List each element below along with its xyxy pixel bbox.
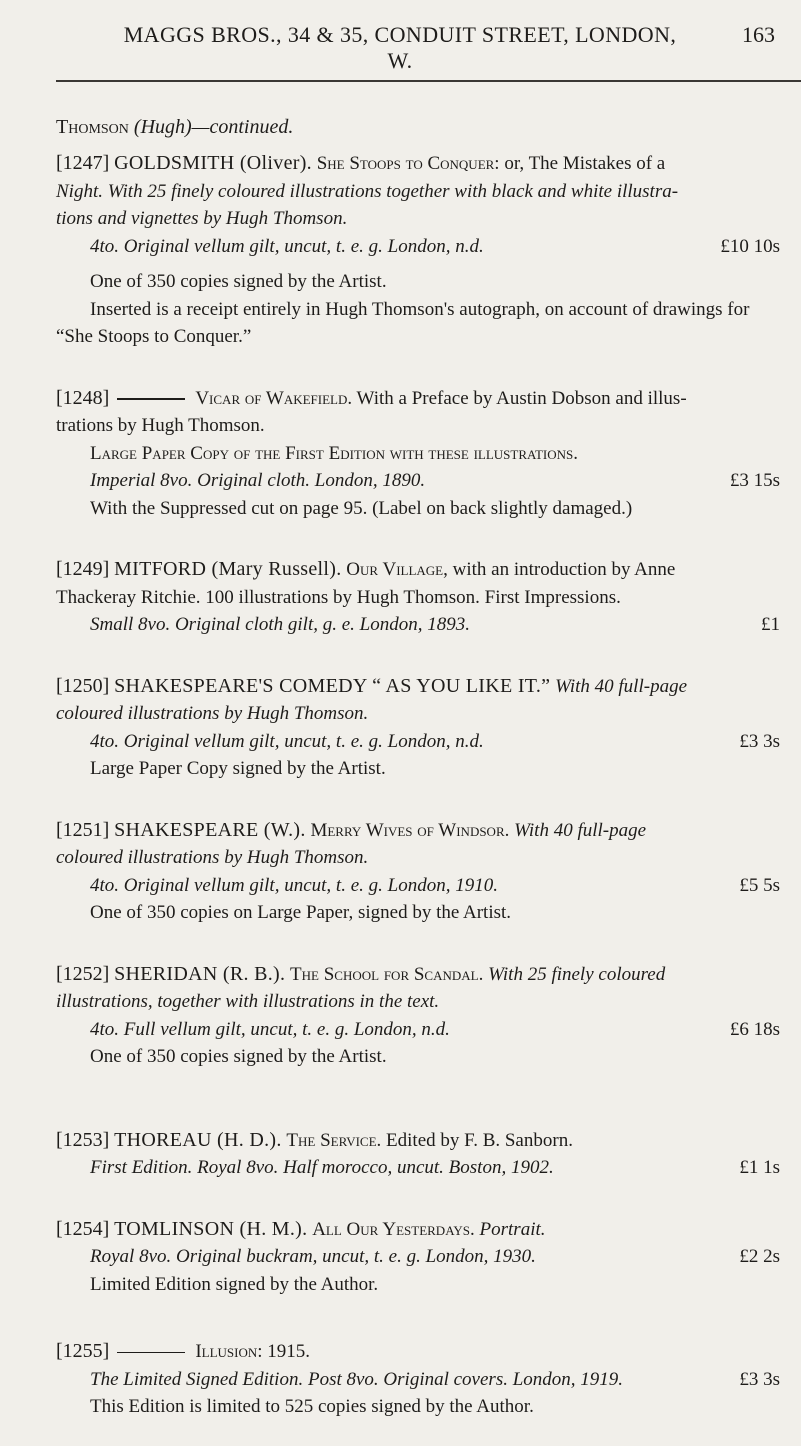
entry-note: Inserted is a receipt entirely in Hugh Thomson's autograph, on account of drawings for	[90, 298, 750, 320]
catalogue-entry	[56, 673, 786, 783]
catalogue-entry	[56, 1127, 786, 1182]
lot-number: [1254]	[56, 1217, 110, 1240]
lot-number: [1251]	[56, 818, 110, 841]
lot-number: [1252]	[56, 962, 110, 985]
entry-detail-row	[56, 1243, 786, 1271]
entry-description: trations by Hugh Thomson.	[56, 415, 265, 436]
entry-detail: 4to. Full vellum gilt, uncut, t. e. g. London, n.d.	[90, 1018, 450, 1040]
catalogue-entry	[56, 150, 786, 351]
entry-description: illustrations, together with illustrations in the text.	[56, 991, 440, 1012]
entry-title: All Our Yesterdays.	[312, 1218, 475, 1240]
entry-title: The Service.	[286, 1129, 382, 1151]
entry-title: The School for Scandal.	[290, 963, 484, 985]
catalogue-entry	[56, 385, 786, 523]
entry-title-cont: Edited by F. B. Sanborn.	[386, 1129, 573, 1151]
header-rule	[56, 80, 801, 82]
entry-title-cont: With a Preface by Austin Dobson and illus-	[356, 387, 687, 409]
entry-price: £1 1s	[739, 1157, 780, 1178]
entry-detail-row	[56, 1016, 786, 1044]
catalogue-entry	[56, 1338, 786, 1421]
lot-number: [1250]	[56, 674, 110, 697]
entry-detail: Small 8vo. Original cloth gilt, g. e. London, 1893.	[90, 614, 470, 635]
entry-price: £3 3s	[739, 730, 780, 752]
entry-detail-row	[56, 1154, 786, 1182]
entry-note: This Edition is limited to 525 copies signed by the Author.	[90, 1396, 534, 1417]
catalogue-entry	[56, 817, 786, 927]
catalogue-entries	[56, 150, 786, 1446]
ditto-rule	[117, 398, 185, 400]
entry-price: £1	[761, 614, 780, 635]
entry-detail: 4to. Original vellum gilt, uncut, t. e. g. London, 1910.	[90, 874, 498, 896]
entry-author: SHAKESPEARE'S COMEDY “ AS YOU LIKE IT.”	[114, 674, 551, 697]
entry-price: £5 5s	[739, 874, 780, 896]
entry-title-cont: or, The Mistakes of a	[504, 153, 666, 174]
entry-detail: 4to. Original vellum gilt, uncut, t. e. g. London, n.d.	[90, 235, 484, 257]
entry-title-cont: with an introduction by Anne	[452, 559, 676, 580]
entry-note: One of 350 copies signed by the Artist.	[90, 271, 387, 292]
entry-author: TOMLINSON (H. M.).	[114, 1217, 308, 1240]
entry-detail-row	[56, 728, 786, 756]
page-header	[0, 22, 801, 73]
entry-author: GOLDSMITH (Oliver).	[114, 152, 312, 174]
entry-description: coloured illustrations by Hugh Thomson.	[56, 847, 369, 868]
entry-author: MITFORD (Mary Russell).	[114, 558, 342, 580]
entry-title: Merry Wives of Windsor.	[310, 819, 510, 841]
page-number: 163	[742, 22, 775, 47]
entry-title-cont: Portrait.	[479, 1218, 546, 1240]
entry-note: Limited Edition signed by the Author.	[90, 1273, 379, 1295]
lot-number: [1255]	[56, 1340, 110, 1362]
entry-price: £3 3s	[739, 1368, 780, 1390]
entry-title: Illusion: 1915.	[195, 1341, 311, 1362]
entry-title: Our Village,	[346, 559, 448, 580]
header-title: MAGGS BROS., 34 & 35, CONDUIT STREET, LONDON, W.	[123, 22, 677, 73]
entry-detail: 4to. Original vellum gilt, uncut, t. e. g. London, n.d.	[90, 730, 484, 752]
lot-number: [1249]	[56, 558, 110, 580]
catalogue-entry	[56, 556, 786, 639]
entry-price: £6 18s	[729, 1018, 780, 1040]
entry-price: £3 15s	[729, 470, 780, 491]
entry-note: “She Stoops to Conquer.”	[56, 326, 252, 347]
entry-author: SHERIDAN (R. B.).	[114, 962, 286, 985]
entry-description: Thackeray Ritchie. 100 illustrations by Hugh Thomson. First Impressions.	[56, 586, 621, 608]
entry-title-cont: With 25 finely coloured	[488, 963, 666, 985]
entry-note: One of 350 copies on Large Paper, signed by the Artist.	[90, 902, 512, 923]
entry-author: SHAKESPEARE (W.).	[114, 818, 306, 841]
entry-note: One of 350 copies signed by the Artist.	[90, 1046, 387, 1067]
section-continued: (Hugh)—continued.	[128, 116, 294, 138]
entry-detail-row	[56, 611, 786, 639]
entry-title: Vicar of Wakefield.	[195, 387, 353, 409]
entry-price: £10 10s	[720, 235, 780, 257]
lot-number: [1253]	[56, 1128, 110, 1151]
catalogue-entry	[56, 1216, 786, 1299]
entry-detail-row	[56, 233, 786, 261]
ditto-rule	[117, 1352, 185, 1354]
entry-description: coloured illustrations by Hugh Thomson.	[56, 703, 369, 724]
entry-title: She Stoops to Conquer:	[316, 153, 500, 174]
entry-price: £2 2s	[739, 1246, 780, 1267]
entry-title-cont: With 40 full-page	[555, 675, 687, 697]
entry-title-cont: With 40 full-page	[514, 819, 647, 841]
section-name: Thomson	[56, 116, 129, 138]
entry-author: THOREAU (H. D.).	[114, 1128, 282, 1151]
entry-detail: The Limited Signed Edition. Post 8vo. Original covers. London, 1919.	[90, 1368, 624, 1390]
entry-note: Large Paper Copy signed by the Artist.	[90, 758, 386, 779]
entry-detail-row	[56, 872, 786, 900]
section-heading	[56, 116, 293, 139]
entry-note: With the Suppressed cut on page 95. (Label on back slightly damaged.)	[90, 497, 633, 519]
entry-detail-row	[56, 1366, 786, 1394]
catalogue-entry	[56, 961, 786, 1071]
lot-number: [1248]	[56, 386, 110, 409]
entry-detail-row	[56, 467, 786, 495]
entry-detail: Imperial 8vo. Original cloth. London, 1890.	[90, 470, 426, 491]
lot-number: [1247]	[56, 152, 110, 174]
entry-description: Night. With 25 finely coloured illustrations together with black and white illustra-	[56, 180, 679, 202]
entry-edition: Large Paper Copy of the First Edition with these illustrations.	[90, 442, 578, 464]
entry-detail: Royal 8vo. Original buckram, uncut, t. e. g. London, 1930.	[90, 1246, 536, 1267]
entry-detail: First Edition. Royal 8vo. Half morocco, uncut. Boston, 1902.	[90, 1157, 554, 1178]
entry-description-cont: tions and vignettes by Hugh Thomson.	[56, 208, 348, 229]
